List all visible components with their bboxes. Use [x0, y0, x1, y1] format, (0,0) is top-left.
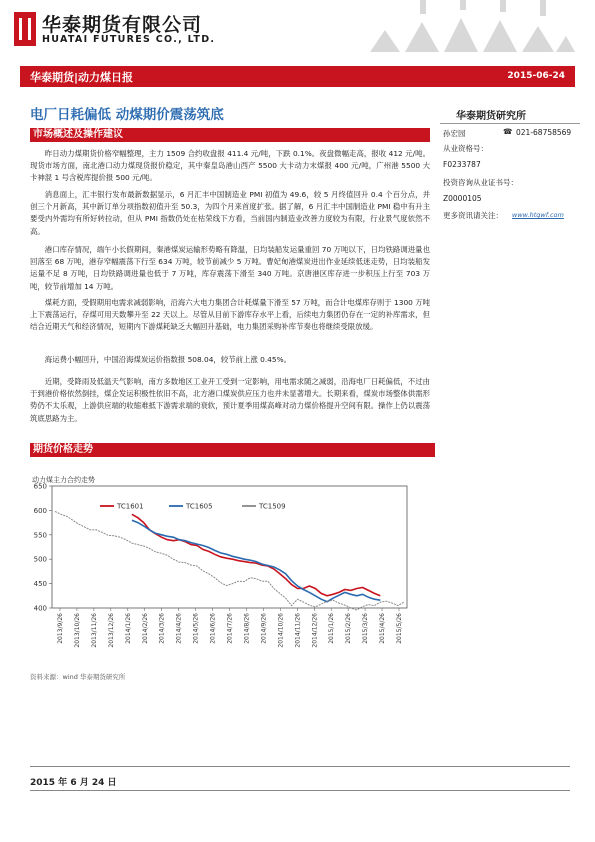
- x-tick-label: 2013/11/26: [90, 613, 98, 648]
- x-tick-label: 2014/11/26: [294, 613, 302, 648]
- y-tick-label: 500: [33, 555, 47, 564]
- x-tick-label: 2015/4/26: [379, 613, 387, 644]
- more-info-label: 更多资讯请关注：: [443, 211, 503, 220]
- x-tick-label: 2014/2/26: [141, 613, 149, 644]
- company-logo-icon: [14, 12, 36, 46]
- x-tick-label: 2015/1/26: [328, 613, 336, 644]
- footer-divider-bottom: [30, 790, 570, 791]
- x-tick-label: 2014/8/26: [243, 613, 251, 644]
- report-date: 2015-06-24: [507, 71, 565, 81]
- sidebar-title: 华泰期货研究所: [456, 111, 526, 122]
- section-heading-price-trend: [30, 443, 435, 457]
- legend-label: TC1601: [117, 502, 144, 511]
- x-tick-label: 2015/3/26: [362, 613, 370, 644]
- paragraph-news: 消息面上，汇丰银行发布最新数据显示，6 月汇丰中国制造业 PMI 初值为 49.6，较 5 月终值回升 0.4 个百分点，并创三个月新高，其中新订单分项指数初值升至 50.3，为四个月来首度扩张。据了解，6 月汇丰中国制造业 PMI 稳中有升主要受内外需均有所好转拉动，但从 PMI 指数仍处在枯荣线下方看，当前国内制造业改善力度较为有限，行业景气度依然不高。: [30, 190, 430, 236]
- x-tick-label: 2014/12/26: [311, 613, 319, 648]
- x-tick-label: 2013/9/26: [57, 613, 64, 644]
- section-heading-text: 市场概述及操作建议: [33, 129, 123, 140]
- chart-title: 动力煤主力合约走势: [32, 476, 95, 484]
- series-line-tc1601: [132, 514, 380, 596]
- x-tick-label: 2014/7/26: [226, 613, 234, 644]
- x-tick-label: 2014/6/26: [209, 613, 217, 644]
- y-tick-label: 600: [33, 506, 47, 515]
- report-name: 华泰期货|动力煤日报: [30, 71, 134, 84]
- phone-icon: ☎: [503, 127, 513, 136]
- sidebar-divider: [440, 123, 580, 124]
- y-tick-label: 650: [33, 482, 47, 491]
- header-decoration: [360, 0, 575, 52]
- paragraph-freight: 海运费小幅回升，中国沿海煤炭运价指数报 508.04，较节前上涨 0.45%。: [44, 355, 291, 364]
- paragraph-outlook: 近期，受降雨及低温天气影响，南方多数地区工业开工受到一定影响，用电需求随之减弱，沿海电厂日耗偏低，不过由于到港价格依然倒挂，煤企发运积极性依旧不高，北方港口煤炭供应压力也并未显著增大。长期来看，煤炭市场整体供需形势仍不太乐观，上游供应端的收缩难抵下游需求端的衰软，预计夏季用煤高峰对动力煤价格提升空间有限。操作上仍以震荡筑底思路为主。: [30, 377, 430, 423]
- section-heading-text: 期货价格走势: [33, 444, 93, 455]
- y-tick-label: 550: [33, 531, 47, 540]
- legend-label: TC1605: [186, 502, 213, 511]
- x-tick-label: 2014/4/26: [175, 613, 183, 644]
- section-heading-overview: [30, 128, 430, 142]
- x-tick-label: 2014/1/26: [124, 613, 132, 644]
- company-name-en: HUATAI FUTURES CO., LTD.: [42, 34, 216, 45]
- invest-cert-label: 投资咨询从业证书号：: [443, 178, 518, 187]
- paragraph-consumption: 煤耗方面，受假期用电需求减弱影响，沿海六大电力集团合计耗煤量下滑至 57 万吨，而合计电煤库存则于 1300 万吨上下震荡运行，存煤可用天数攀升至 22 天以上。尽管从目前下游库存水平上看，后续电力集团仍存在一定的补库需求，但结合近期天气和经济情况，短期内下游煤耗缺乏大幅回升基础，电力集团采购补库节奏也将继续受限放缓。: [30, 298, 430, 332]
- x-tick-label: 2013/10/26: [73, 613, 81, 648]
- cert-number: F0233787: [443, 160, 481, 169]
- y-tick-label: 400: [33, 604, 47, 613]
- footer-date: 2015 年 6 月 24 日: [30, 778, 117, 788]
- x-tick-label: 2014/5/26: [192, 613, 200, 644]
- x-tick-label: 2015/5/26: [396, 613, 403, 644]
- data-source: 资料来源：wind 华泰期货研究所: [30, 673, 126, 681]
- paragraph-market: 昨日动力煤期货价格窄幅整理，主力 1509 合约收盘报 411.4 元/吨，下跌 0.1%。夜盘微幅走高，报收 412 元/吨。现货市场方面，南北港口动力煤现货报价稳定，其中秦皇岛港山西产 5500 大卡动力末煤报 400 元/吨，广州港 5500 大卡神混 1 号含税库提价报 500 元/吨。: [30, 149, 430, 183]
- x-tick-label: 2014/3/26: [158, 613, 166, 644]
- footer-divider: [30, 766, 570, 767]
- company-name-cn: 华泰期货有限公司: [42, 14, 203, 36]
- website-link[interactable]: www.htgwf.com: [512, 211, 564, 219]
- invest-cert-number: Z0000105: [443, 194, 482, 203]
- x-tick-label: 2015/2/26: [345, 613, 353, 644]
- analyst-name: 孙宏园: [443, 129, 466, 138]
- page-title: 电厂日耗偏低 动煤期价震荡筑底: [30, 107, 224, 123]
- x-tick-label: 2014/9/26: [260, 613, 268, 644]
- legend-label: TC1509: [259, 502, 286, 511]
- paragraph-port-stock: 港口库存情况，端午小长假期间，秦港煤炭运输形势略有降温，日均装船发运量重回 70 万吨以下，日均铁路调进量也回落至 68 万吨，港存窄幅震荡下行至 634 万吨，较节前减少 5 万吨。曹妃甸港煤炭进出作业延续低迷走势，日均装船发运量不足 8 万吨，日均铁路调进量也低于 7 万吨，库存震荡下滑至 340 万吨。京唐港区库存进一步积压上行至 703 万吨，较节前增加 14 万吨。: [30, 245, 430, 291]
- cert-label: 从业资格号：: [443, 144, 488, 153]
- y-tick-label: 450: [33, 580, 47, 589]
- x-tick-label: 2013/12/26: [107, 613, 115, 648]
- futures-price-chart: [22, 472, 417, 668]
- x-tick-label: 2014/10/26: [277, 613, 285, 648]
- analyst-phone: 021-68758569: [516, 128, 572, 137]
